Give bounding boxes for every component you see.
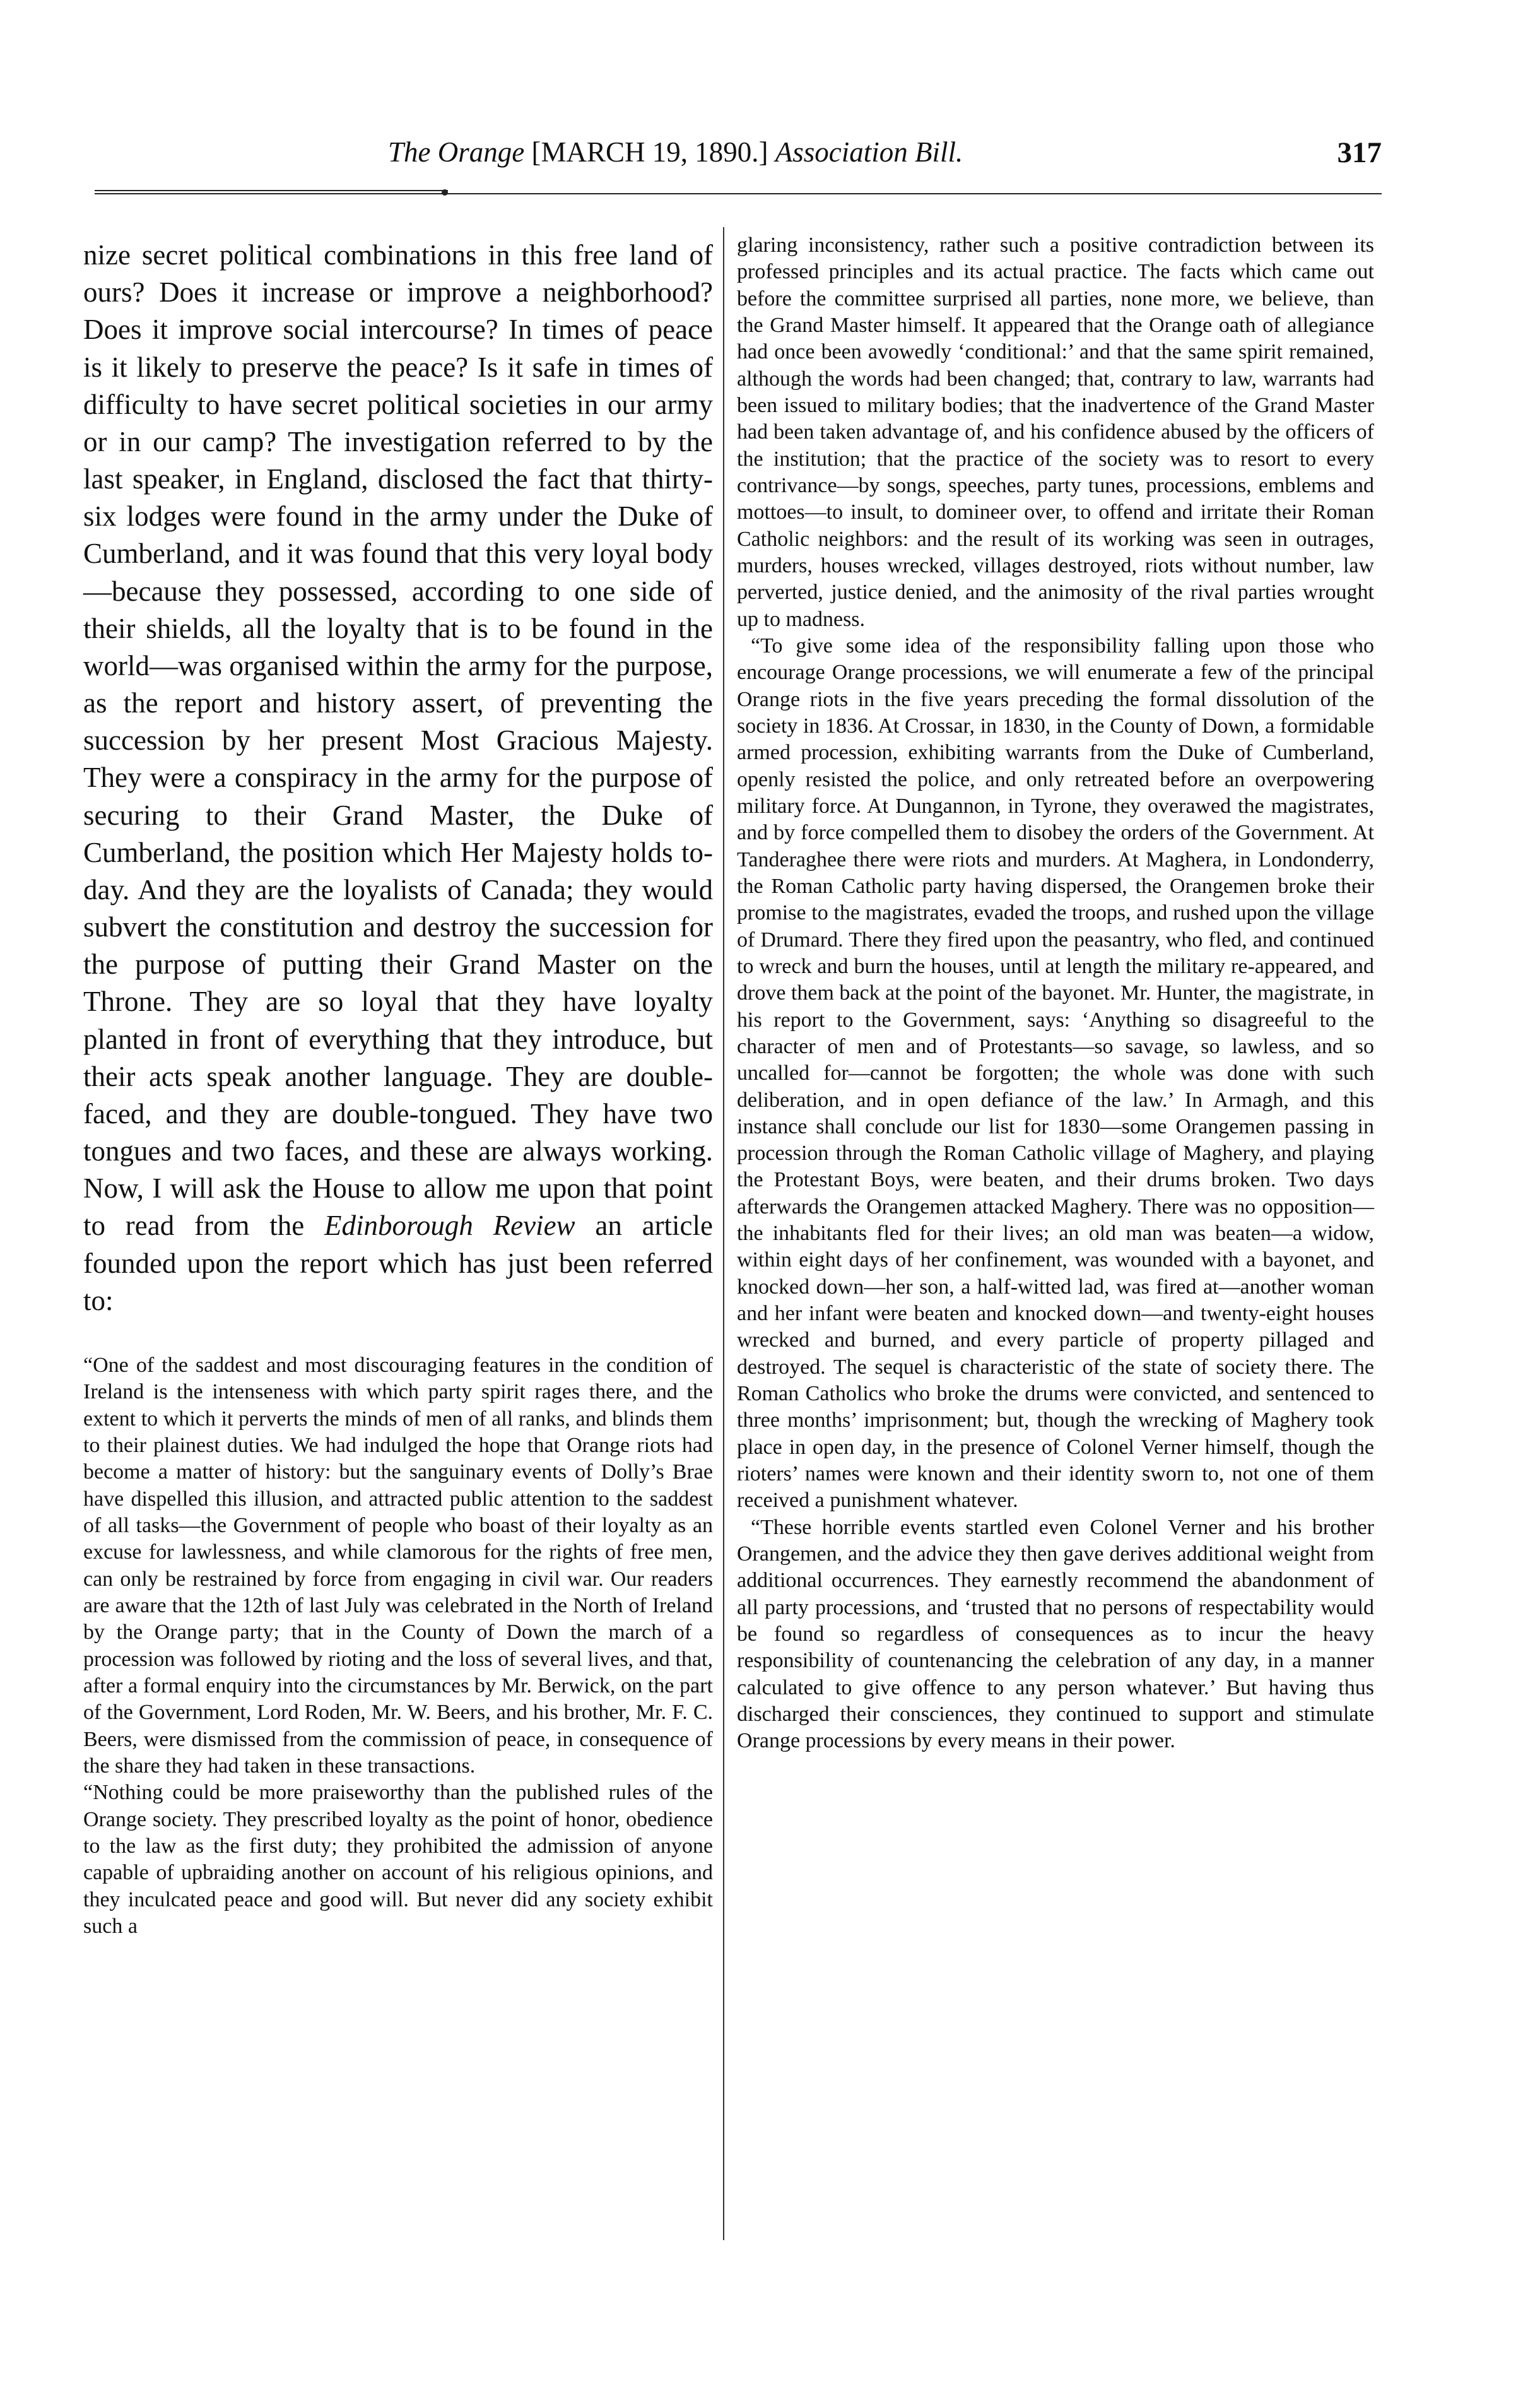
quote-paragraph-5: “These horrible events startled even Colonel Verner and his brother Orangemen, and the advice they then gave derives additional weight from additional occurrences. They earnestly recommend the abandonment of all party processions, and ‘trusted that no persons of respectability would be found so regardless of consequences as to incur the heavy responsibility of countenancing the celebration of any day, in a manner calculated to give offence to any person whatever.’ But having thus discharged their consciences, they continued to support and stimulate Orange processions by every means in their power.	[737, 1515, 1374, 1753]
quote-paragraph-3: glaring inconsistency, rather such a positive contradiction between its professed principles and its actual practice. The facts which came out before the committee surprised all parties, none more, we believe, than the Grand Master himself. It appeared that the Orange oath of allegiance had once been avowedly ‘conditional:’ and that the same spirit remained, although the words had been changed; that, contrary to law, warrants had been issued to military bodies; that the inadvertence of the Grand Master had been taken advantage of, and his confidence abused by the officers of the institution; that the practice of the society was to resort to every contrivance—by songs, speeches, party tunes, processions, emblems and mottoes—to insult, to domineer over, to offend and irritate their Roman Catholic neighbors: and the result of its working was seen in outrages, murders, houses wrecked, villages destroyed, riots without number, law perverted, justice denied, and the animosity of the rival parties wrought up to madness.	[737, 233, 1374, 631]
speech-text-2: an article founded upon the report which has just been referred to:	[83, 1210, 714, 1316]
quote-paragraph-1: “One of the saddest and most discouraging features in the condition of Ireland is the intenseness with which party spirit rages there, and the extent to which it perverts the minds of men of all ranks, and blinds them to their plainest duties. We had indulged the hope that Orange riots had become a matter of history: but the sanguinary events of Dolly’s Brae have dispelled this illusion, and attracted public attention to the saddest of all tasks—the Government of people who boast of their loyalty as an excuse for lawlessness, and while clamorous for the rights of free men, can only be restrained by force from engaging in civil war. Our readers are aware that the 12th of last July was celebrated in the North of Ireland by the Orange party; that in the County of Down the march of a procession was followed by rioting and the loss of several lives, and that, after a formal enquiry into the circumstances by Mr. Berwick, on the part of the Government, Lord Roden, Mr. W. Beers, and his brother, Mr. F. C. Beers, were dismissed from the commission of peace, in consequence of the share they had taken in these transactions.	[83, 1353, 713, 1778]
issue-date: [MARCH 19, 1890.]	[531, 136, 768, 168]
title-left: The Orange	[388, 136, 525, 168]
column-divider	[723, 227, 724, 2240]
running-title	[388, 136, 963, 168]
title-right: Association Bill.	[775, 136, 963, 168]
header-rule	[95, 193, 1382, 194]
page-number: 317	[1337, 136, 1382, 169]
speech-paragraph	[83, 237, 713, 1319]
running-header	[95, 136, 1382, 192]
left-column	[83, 237, 713, 1940]
review-title: Edinborough Review	[324, 1210, 575, 1242]
right-column	[737, 232, 1374, 1755]
header-rule-dot	[442, 189, 448, 196]
speech-text-1: nize secret political combinations in this free land of ours? Does it increase or improve a neighborhood? Does it improve social intercourse? In times of peace is it likely to preserve the peace? Is it safe in times of difficulty to have secret political societies in our army or in our camp? The investigation referred to by the last speaker, in England, disclosed the fact that thirty-six lodges were found in the army under the Duke of Cumberland, and it was found that this very loyal body—because they possessed, according to one side of their shields, all the loyalty that is to be found in the world—was organised within the army for the purpose, as the report and history assert, of preventing the succession by her present Most Gracious Majesty. They were a conspiracy in the army for the purpose of securing to their Grand Master, the Duke of Cumberland, the position which Her Majesty holds to-day. And they are the loyalists of Canada; they would subvert the constitution and destroy the succession for the purpose of putting their Grand Master on the Throne. They are so loyal that they have loyalty planted in front of everything that they introduce, but their acts speak another language. They are double-faced, and they are double-tongued. They have two tongues and two faces, and these are always working. Now, I will ask the House to allow me upon that point to read from the	[83, 239, 713, 1242]
quote-paragraph-2: “Nothing could be more praiseworthy than the published rules of the Orange society. They prescribed loyalty as the point of honor, obedience to the law as the first duty; they prohibited the admission of anyone capable of upbraiding another on account of his religious opinions, and they inculcated peace and good will. But never did any society exhibit such a	[83, 1781, 713, 1938]
quote-paragraph-4: “To give some idea of the responsibility falling upon those who encourage Orange processions, we will enumerate a few of the principal Orange riots in the five years preceding the formal dissolution of the society in 1836. At Crossar, in 1830, in the County of Down, a formidable armed procession, exhibiting warrants from the Duke of Cumberland, openly resisted the police, and only retreated before an overpowering military force. At Dungannon, in Tyrone, they overawed the magistrates, and by force compelled them to disobey the orders of the Government. At Tanderaghee there were riots and murders. At Maghera, in Londonderry, the Roman Catholic party having dispersed, the Orangemen broke their promise to the magistrates, evaded the troops, and rushed upon the village of Drumard. There they fired upon the peasantry, who fled, and continued to wreck and burn the houses, until at length the military re-appeared, and drove them back at the point of the bayonet. Mr. Hunter, the magistrate, in his report to the Government, says: ‘Anything so disagreeful to the character of men and of Protestants—so savage, so lawless, and so uncalled for—cannot be forgotten; the whole was done with such deliberation, and in open defiance of the law.’ In Armagh, and this instance shall conclude our list for 1830—some Orangemen passing in procession through the Roman Catholic village of Maghery, and playing the Protestant Boys, were beaten, and their drums broken. Two days afterwards the Orangemen attacked Maghery. There was no opposition—the inhabitants fled for their lives; an old man was beaten—a widow, within eight days of her confinement, was wounded with a bayonet, and knocked down—her son, a half-witted lad, was fired at—another woman and her infant were beaten and knocked down—and twenty-eight houses wrecked and burned, and every particle of property pillaged and destroyed. The sequel is characteristic of the state of society there. The Roman Catholics who broke the drums were convicted, and sentenced to three months’ imprisonment; but, though the wrecking of Maghery took place in open day, in the presence of Colonel Verner himself, though the rioters’ names were known and their identity sworn to, not one of them received a punishment whatever.	[737, 634, 1374, 1513]
